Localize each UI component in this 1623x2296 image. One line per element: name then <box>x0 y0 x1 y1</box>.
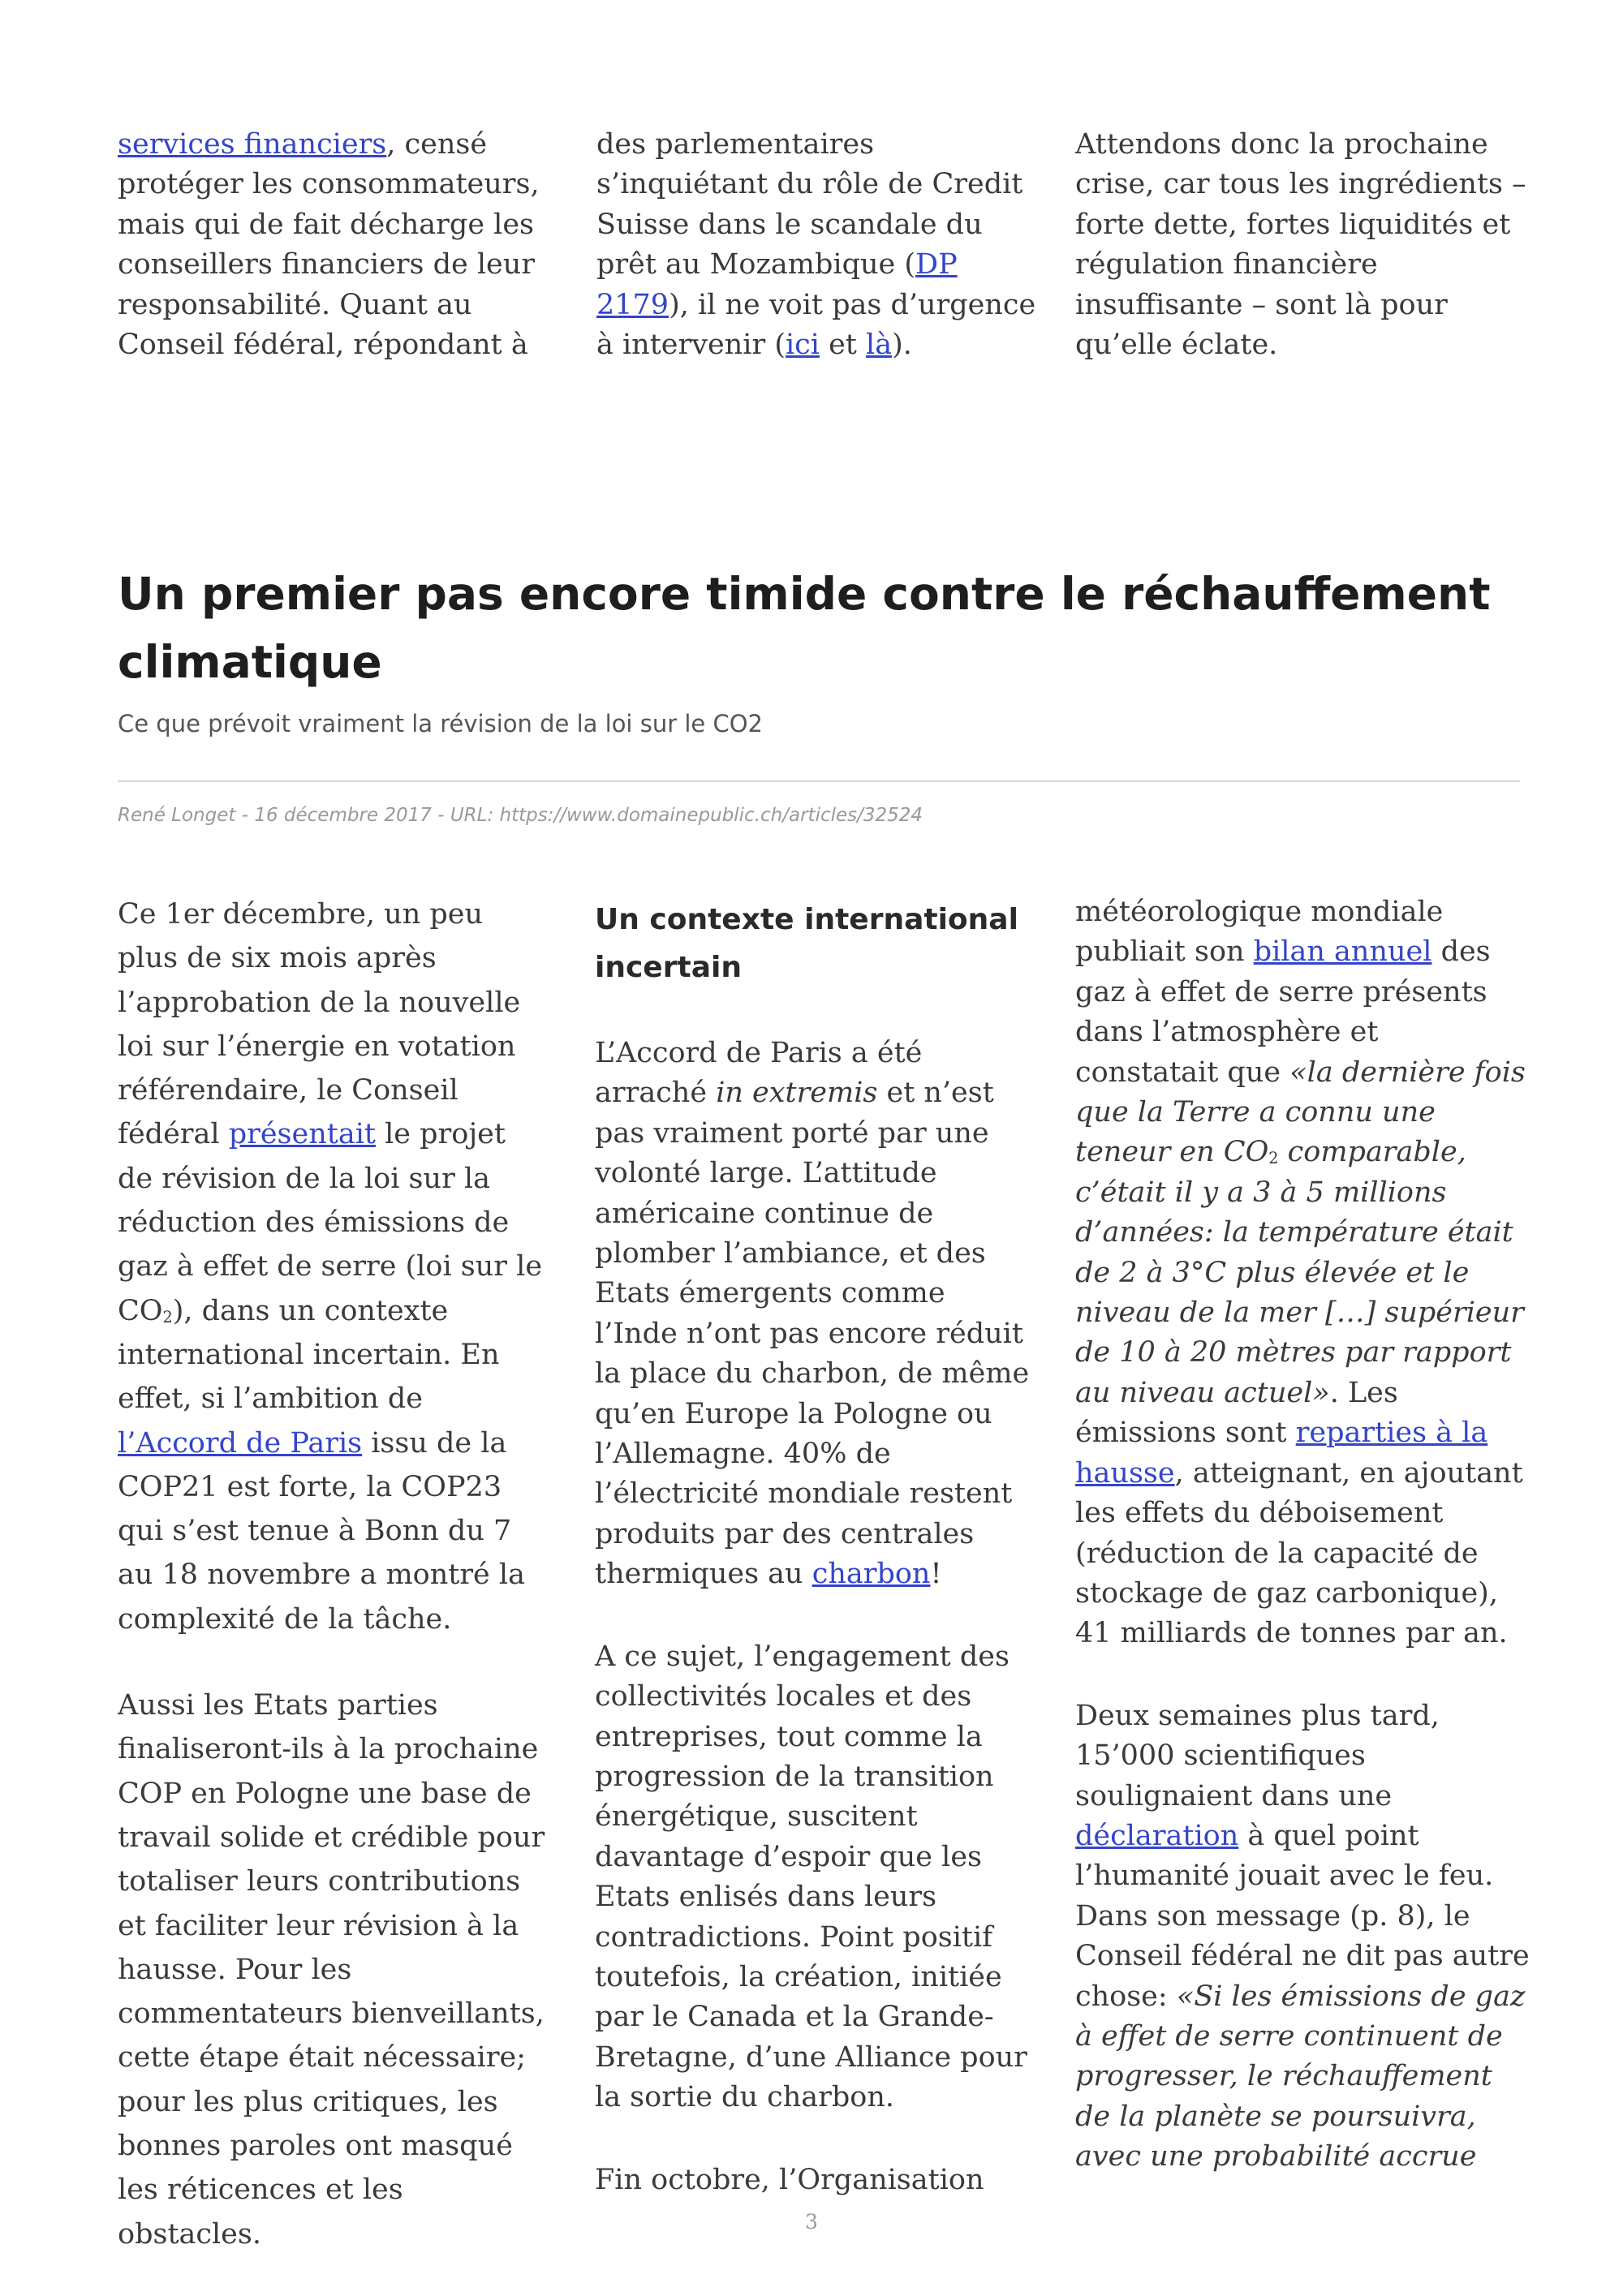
text-run: à quel point l’humanité jouait avec le feu. Dans son message (p. 8), le Conseil fédéral ne dit pas autre chose: <box>1075 1819 1530 2013</box>
text-run: Deux semaines plus tard, 15’000 scientifiques soulignaient dans une <box>1075 1699 1440 1812</box>
link-dp-2179[interactable]: DP 2179 <box>596 248 958 321</box>
text-run: L’Accord de Paris a été arraché <box>595 1037 923 1110</box>
text-run: et <box>819 329 866 362</box>
text-run: le projet de révision de la loi sur la réduction des émissions de gaz à effet de serre (loi sur le CO <box>118 1118 543 1327</box>
link-services-financiers[interactable]: services financiers <box>118 128 387 161</box>
link-reparties-a-la-hausse[interactable]: reparties à la hausse <box>1075 1417 1488 1490</box>
paragraph <box>118 892 548 1641</box>
link-declaration[interactable]: déclaration <box>1075 1819 1239 1852</box>
text-run: et n’est pas vraiment porté par une volonté large. L’attitude américaine continue de plomber l’ambiance, et des Etats émergents comme l’Inde n’ont pas encore réduit la place du charbon, de même qu’en Europe la Pologne ou l’Allemagne. 40% de l’électricité mondiale restent produits par des centrales thermiques au <box>595 1077 1030 1591</box>
subscript: 2 <box>1268 1149 1279 1168</box>
article-column-1 <box>118 892 548 2256</box>
section-heading: Un contexte international incertain <box>595 903 1018 984</box>
prev-article-paragraph <box>118 125 540 365</box>
paragraph: A ce sujet, l’engagement des collectivités locales et des entreprises, tout comme la progression de la transition énergétique, suscitent davantage d’espoir que les Etats enlisés dans leurs contradictions. Point positif toutefois, la création, initiée par le Canada et la Grande-Bretagne, d’une Alliance pour la sortie du charbon. <box>595 1640 1027 2114</box>
paragraph <box>1075 892 1530 1654</box>
prev-article-column-1 <box>118 125 540 365</box>
article-title: Un premier pas encore timide contre le réchauffement climatique <box>118 568 1491 688</box>
text-run: des gaz à effet de serre présents dans l’atmosphère et constatait que <box>1075 935 1491 1089</box>
text-run: . Les émissions sont <box>1075 1376 1398 1450</box>
link-presentait[interactable]: présentait <box>228 1118 376 1151</box>
text-run: ), dans un contexte international incertain. En effet, si l’ambition de <box>118 1294 500 1416</box>
text-run: Ce 1er décembre, un peu plus de six mois après l’approbation de la nouvelle loi sur l’énergie en votation référendaire, le Conseil fédéral <box>118 898 521 1151</box>
text-run: , atteignant, en ajoutant les effets du déboisement (réduction de la capacité de stockage de gaz carbonique), 41 milliards de tonnes par an. <box>1075 1456 1523 1650</box>
text-run: ! <box>930 1558 942 1591</box>
subscript: 2 <box>162 1307 173 1326</box>
article-column-3 <box>1075 892 1530 2178</box>
article-column-2 <box>595 896 1033 2200</box>
italic-run: «Si les émissions de gaz à effet de serre continuent de progresser, le réchauffement de la planète se poursuivra, avec une probabilité accrue <box>1075 1980 1526 2173</box>
article-byline: René Longet - 16 décembre 2017 - URL: https://www.domainepublic.ch/articles/32524 <box>118 805 923 826</box>
italic-run: in extremis <box>716 1077 878 1110</box>
prev-article-column-2 <box>596 125 1051 365</box>
text-run: ). <box>892 329 912 362</box>
link-bilan-annuel[interactable]: bilan annuel <box>1253 935 1432 969</box>
article-subtitle: Ce que prévoit vraiment la révision de la loi sur le CO2 <box>118 710 763 737</box>
italic-run: comparable, c’était il y a 3 à 5 millions d’années: la température était de 2 à 3°C plus élevée et le niveau de la mer […] supérieur de 10 à 20 mètres par rapport au niveau actuel» <box>1075 1136 1524 1409</box>
text-run: , censé protéger les consommateurs, mais qui de fait décharge les conseillers financiers de leur responsabilité. Quant au Conseil fédéral, répondant à <box>118 128 540 362</box>
link-la[interactable]: là <box>866 329 893 362</box>
text-run: météorologique mondiale publiait son <box>1075 896 1444 969</box>
link-accord-de-paris[interactable]: l’Accord de Paris <box>118 1426 363 1460</box>
prev-article-column-3 <box>1075 125 1530 365</box>
prev-article-paragraph <box>596 125 1051 365</box>
italic-run: «la dernière fois que la Terre a connu une teneur en CO <box>1075 1056 1526 1169</box>
paragraph: Aussi les Etats parties finaliseront-ils à la prochaine COP en Pologne une base de travail solide et crédible pour totaliser leurs contributions et faciliter leur révision à la hausse. Pour les commentateurs bienveillants, cette étape était nécessaire; pour les plus critiques, les bonnes paroles ont masqué les réticences et les obstacles. <box>118 1689 545 2251</box>
page-number: 3 <box>805 2210 818 2234</box>
text-run: ), il ne voit pas d’urgence à intervenir ( <box>596 288 1036 362</box>
paragraph <box>595 1034 1033 1595</box>
text-run: issu de la COP21 est forte, la COP23 qui s’est tenue à Bonn du 7 au 18 novembre a montré la complexité de la tâche. <box>118 1426 525 1636</box>
paragraph <box>1075 1696 1530 2178</box>
paragraph: Fin octobre, l’Organisation <box>595 2163 984 2196</box>
prev-article-paragraph: Attendons donc la prochaine crise, car tous les ingrédients – forte dette, fortes liquidités et régulation financière insuffisante – sont là pour qu’elle éclate. <box>1075 128 1526 362</box>
text-run: des parlementaires s’inquiétant du rôle de Credit Suisse dans le scandale du prêt au Mozambique ( <box>596 128 1023 282</box>
link-ici[interactable]: ici <box>785 329 820 362</box>
header-divider <box>118 780 1520 782</box>
link-charbon[interactable]: charbon <box>812 1558 931 1591</box>
